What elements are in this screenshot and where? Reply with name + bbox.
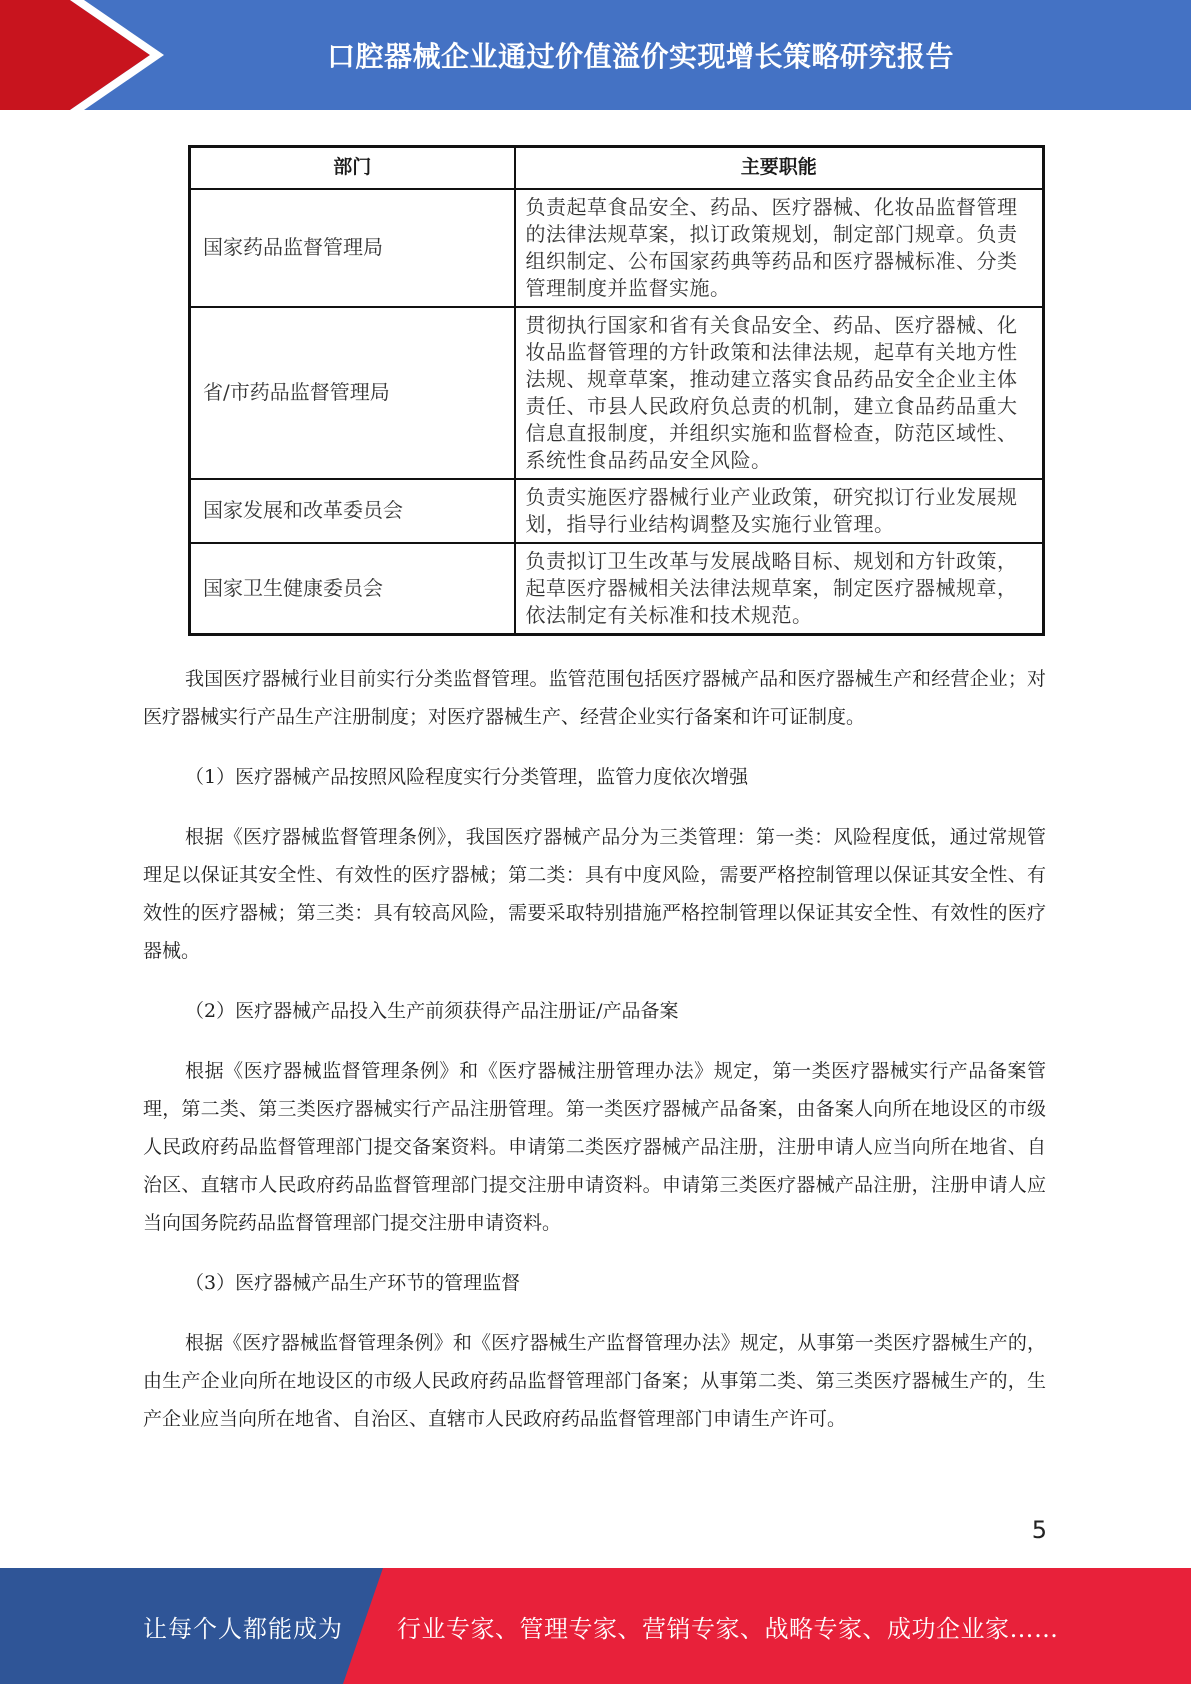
paragraph-classification: 根据《医疗器械监督管理条例》，我国医疗器械产品分为三类管理：第一类：风险程度低，通过常规管理足以保证其安全性、有效性的医疗器械；第二类：具有中度风险，需要严格控制管理以保证其安全性、有效性的医疗器械；第三类：具有较高风险，需要采取特别措施严格控制管理以保证其安全性、有效性的医疗器械。	[143, 826, 1046, 962]
regulatory-departments-table	[188, 145, 1045, 636]
table-row	[190, 479, 1044, 543]
table-header-row	[190, 147, 1044, 189]
department-cell: 国家卫生健康委员会	[190, 543, 515, 635]
department-cell: 国家药品监督管理局	[190, 189, 515, 307]
column-header-functions: 主要职能	[515, 147, 1044, 189]
body-content	[143, 660, 1046, 1438]
paragraph-registration: 根据《医疗器械监督管理条例》和《医疗器械注册管理办法》规定，第一类医疗器械实行产品备案管理，第二类、第三类医疗器械实行产品注册管理。第一类医疗器械产品备案，由备案人向所在地设区的市级人民政府药品监督管理部门提交备案资料。申请第二类医疗器械产品注册，注册申请人应当向所在地省、自治区、直辖市人民政府药品监督管理部门提交注册申请资料。申请第三类医疗器械产品注册，注册申请人应当向国务院药品监督管理部门提交注册申请资料。	[143, 1060, 1046, 1234]
functions-cell: 贯彻执行国家和省有关食品安全、药品、医疗器械、化妆品监督管理的方针政策和法律法规，起草有关地方性法规、规章草案，推动建立落实食品药品安全企业主体责任、市县人民政府负总责的机制，建立食品药品重大信息直报制度，并组织实施和监督检查，防范区域性、系统性食品药品安全风险。	[515, 307, 1044, 479]
paragraph-production: 根据《医疗器械监督管理条例》和《医疗器械生产监督管理办法》规定，从事第一类医疗器械生产的，由生产企业向所在地设区的市级人民政府药品监督管理部门备案；从事第二类、第三类医疗器械生产的，生产企业应当向所在地省、自治区、直辖市人民政府药品监督管理部门申请生产许可。	[143, 1332, 1046, 1430]
page-header	[0, 0, 1191, 110]
subheading-registration: （2）医疗器械产品投入生产前须获得产品注册证/产品备案	[185, 1000, 679, 1022]
table-row	[190, 189, 1044, 307]
functions-cell: 负责拟订卫生改革与发展战略目标、规划和方针政策，起草医疗器械相关法律法规草案，制定医疗器械规章，依法制定有关标准和技术规范。	[515, 543, 1044, 635]
department-cell: 国家发展和改革委员会	[190, 479, 515, 543]
page-footer	[0, 1568, 1191, 1684]
subheading-classification: （1）医疗器械产品按照风险程度实行分类管理，监管力度依次增强	[185, 766, 749, 788]
page-number: 5	[1031, 1516, 1047, 1544]
subheading-production: （3）医疗器械产品生产环节的管理监督	[185, 1272, 521, 1294]
footer-slogan-left: 让每个人都能成为	[143, 1614, 343, 1643]
column-header-department: 部门	[190, 147, 515, 189]
table-row	[190, 543, 1044, 635]
footer-slogan-right: 行业专家、管理专家、营销专家、战略专家、成功企业家……	[397, 1614, 1059, 1643]
table-row	[190, 307, 1044, 479]
functions-cell: 负责起草食品安全、药品、医疗器械、化妆品监督管理的法律法规草案，拟订政策规划，制定部门规章。负责组织制定、公布国家药典等药品和医疗器械标准、分类管理制度并监督实施。	[515, 189, 1044, 307]
paragraph-overview: 我国医疗器械行业目前实行分类监督管理。监管范围包括医疗器械产品和医疗器械生产和经营企业；对医疗器械实行产品生产注册制度；对医疗器械生产、经营企业实行备案和许可证制度。	[143, 668, 1046, 728]
report-title: 口腔器械企业通过价值溢价实现增长策略研究报告	[326, 40, 954, 73]
department-cell: 省/市药品监督管理局	[190, 307, 515, 479]
functions-cell: 负责实施医疗器械行业产业政策，研究拟订行业发展规划，指导行业结构调整及实施行业管理。	[515, 479, 1044, 543]
